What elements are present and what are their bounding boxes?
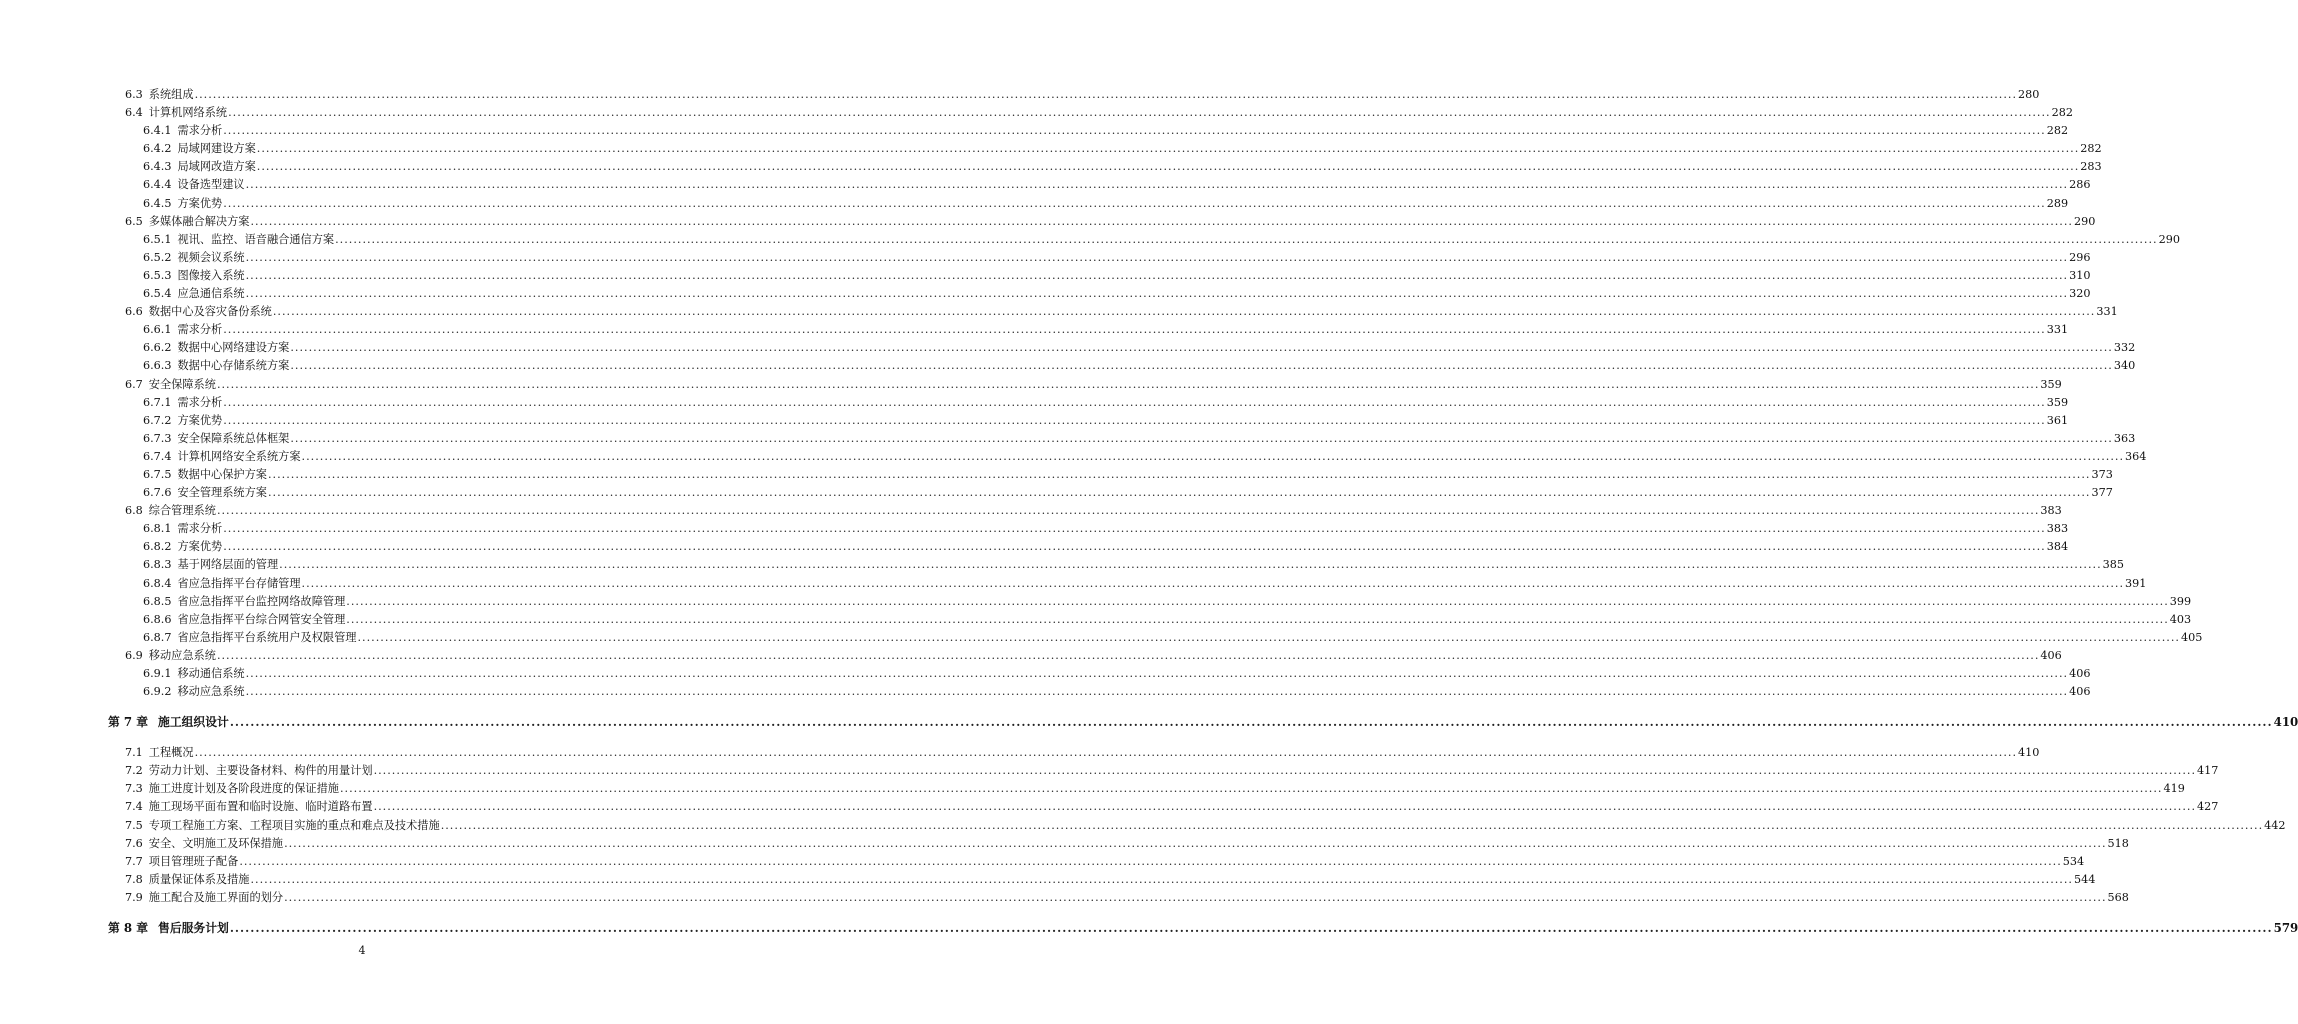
toc-leader-dots: ................................................................................................................................................................................................................................................................................................................................................................................................................ — [301, 576, 2125, 590]
toc-leader-dots: ................................................................................................................................................................................................................................................................................................................................................................................................................ — [245, 287, 2069, 301]
toc-entry-title: 数据中心网络建设方案 — [177, 341, 290, 355]
toc-entry[interactable] — [0, 321, 2069, 339]
toc-entry-number: 6.5.3 — [143, 268, 172, 282]
toc-entry-number: 6.5.1 — [143, 232, 172, 246]
toc-entry-title: 需求分析 — [177, 323, 223, 337]
toc-entry-number: 6.3 — [125, 88, 143, 101]
toc-entry-title: 省应急指挥平台综合网管安全管理 — [177, 612, 346, 626]
toc-entry-title: 视频会议系统 — [177, 250, 245, 264]
toc-entry-number: 6.8.6 — [143, 612, 172, 626]
toc-leader-dots: ................................................................................................................................................................................................................................................................................................................................................................................................................ — [256, 142, 2080, 156]
toc-entry-page: 320 — [2069, 287, 2091, 301]
toc-entry-page: 383 — [2040, 504, 2062, 518]
toc-entry-title: 方案优势 — [177, 540, 223, 554]
toc-entry-title: 安全保障系统 — [148, 377, 216, 391]
toc-entry-page: 280 — [2018, 88, 2040, 101]
toc-entry[interactable] — [0, 502, 2062, 520]
toc-entry-page: 289 — [2046, 196, 2069, 210]
toc-entry-number: 6.4.4 — [143, 178, 172, 192]
toc-entry-number: 6.7.3 — [143, 431, 172, 445]
toc-entry-page: 377 — [2091, 486, 2113, 500]
toc-leader-dots: ................................................................................................................................................................................................................................................................................................................................................................................................................ — [267, 486, 2091, 500]
toc-entry-title: 局域网改造方案 — [177, 160, 256, 174]
toc-entry[interactable] — [0, 780, 2185, 798]
toc-entry-title: 移动应急系统 — [177, 685, 245, 699]
toc-entry-number: 6.9.1 — [143, 667, 172, 680]
toc-entry[interactable] — [0, 798, 2219, 816]
toc-leader-dots: ................................................................................................................................................................................................................................................................................................................................................................................................................ — [229, 715, 2273, 730]
toc-entry-title: 专项工程施工方案、工程项目实施的重点和难点及技术措施 — [148, 818, 440, 832]
toc-entry-number: 6.4 — [125, 106, 143, 120]
toc-entry-title: 省应急指挥平台存储管理 — [177, 576, 301, 590]
toc-entry-title: 视讯、监控、语音融合通信方案 — [177, 232, 335, 246]
toc-entry-title: 移动应急系统 — [148, 648, 216, 662]
toc-entry-number: 6.8.2 — [143, 540, 172, 554]
toc-entry-page: 282 — [2080, 142, 2102, 156]
toc-leader-dots: ................................................................................................................................................................................................................................................................................................................................................................................................................ — [223, 196, 2046, 210]
toc-entry[interactable] — [0, 575, 2147, 593]
toc-entry-number: 6.6.3 — [143, 359, 172, 373]
toc-entry[interactable] — [0, 357, 2136, 375]
toc-leader-dots: ................................................................................................................................................................................................................................................................................................................................................................................................................ — [272, 305, 2096, 319]
toc-entry-title: 数据中心及容灾备份系统 — [148, 305, 272, 319]
toc-entry[interactable] — [0, 394, 2069, 412]
toc-leader-dots: ................................................................................................................................................................................................................................................................................................................................................................................................................ — [245, 685, 2069, 699]
toc-entry-number: 7.9 — [125, 890, 143, 904]
toc-entry-title: 计算机网络系统 — [148, 106, 228, 120]
toc-entry[interactable] — [0, 683, 2091, 701]
toc-leader-dots: ................................................................................................................................................................................................................................................................................................................................................................................................................ — [346, 594, 2169, 608]
toc-entry-page: 359 — [2040, 377, 2062, 391]
toc-leader-dots: ................................................................................................................................................................................................................................................................................................................................................................................................................ — [194, 746, 2018, 760]
toc-entry[interactable] — [0, 484, 2113, 502]
toc-entry-title: 系统组成 — [148, 88, 194, 101]
toc-entry-page: 406 — [2069, 685, 2091, 699]
toc-entry-page: 340 — [2113, 359, 2136, 373]
toc-leader-dots: ................................................................................................................................................................................................................................................................................................................................................................................................................ — [340, 782, 2163, 796]
toc-entry-title: 需求分析 — [177, 522, 223, 536]
toc-leader-dots: ................................................................................................................................................................................................................................................................................................................................................................................................................ — [223, 395, 2046, 409]
toc-leader-dots: ................................................................................................................................................................................................................................................................................................................................................................................................................ — [373, 800, 2197, 814]
toc-entry-number: 第 7 章 — [108, 715, 149, 730]
toc-leader-dots: ................................................................................................................................................................................................................................................................................................................................................................................................................ — [223, 540, 2046, 554]
table-of-contents — [0, 86, 2298, 939]
toc-entry[interactable] — [0, 86, 2040, 104]
toc-entry-page: 568 — [2107, 890, 2129, 904]
toc-entry-page: 405 — [2180, 630, 2203, 644]
toc-entry-number: 7.7 — [125, 854, 143, 868]
toc-entry-title: 项目管理班子配备 — [148, 854, 239, 868]
toc-leader-dots: ................................................................................................................................................................................................................................................................................................................................................................................................................ — [250, 872, 2073, 886]
toc-entry-title: 施工组织设计 — [158, 715, 229, 730]
toc-entry-number: 6.9 — [125, 648, 143, 662]
toc-entry-page: 296 — [2069, 250, 2091, 264]
toc-leader-dots: ................................................................................................................................................................................................................................................................................................................................................................................................................ — [346, 612, 2169, 626]
toc-entry-number: 6.8.3 — [143, 558, 172, 572]
toc-leader-dots: ................................................................................................................................................................................................................................................................................................................................................................................................................ — [284, 890, 2107, 904]
toc-leader-dots: ................................................................................................................................................................................................................................................................................................................................................................................................................ — [228, 106, 2051, 120]
toc-entry-page: 399 — [2169, 594, 2192, 608]
toc-entry-title: 安全管理系统方案 — [177, 486, 267, 500]
toc-entry-title: 基于网络层面的管理 — [177, 558, 279, 572]
toc-leader-dots: ................................................................................................................................................................................................................................................................................................................................................................................................................ — [216, 377, 2040, 391]
toc-entry-title: 省应急指挥平台系统用户及权限管理 — [177, 630, 357, 644]
toc-entry-page: 419 — [2163, 782, 2185, 796]
toc-entry-title: 工程概况 — [148, 746, 194, 760]
toc-entry[interactable] — [0, 611, 2192, 629]
toc-leader-dots: ................................................................................................................................................................................................................................................................................................................................................................................................................ — [373, 764, 2197, 778]
toc-leader-dots: ................................................................................................................................................................................................................................................................................................................................................................................................................ — [245, 667, 2069, 680]
toc-entry-title: 劳动力计划、主要设备材料、构件的用量计划 — [148, 764, 373, 778]
toc-leader-dots: ................................................................................................................................................................................................................................................................................................................................................................................................................ — [239, 854, 2062, 868]
toc-entry-page: 282 — [2051, 106, 2073, 120]
toc-entry-title: 方案优势 — [177, 413, 223, 427]
toc-leader-dots: ................................................................................................................................................................................................................................................................................................................................................................................................................ — [223, 124, 2046, 138]
toc-entry-page: 282 — [2046, 124, 2069, 138]
toc-entry[interactable] — [0, 213, 2096, 231]
toc-entry-number: 6.8.1 — [143, 522, 172, 536]
toc-entry-title: 数据中心存储系统方案 — [177, 359, 290, 373]
toc-entry-title: 方案优势 — [177, 196, 223, 210]
toc-leader-dots: ................................................................................................................................................................................................................................................................................................................................................................................................................ — [290, 341, 2113, 355]
toc-entry[interactable] — [0, 593, 2192, 611]
toc-leader-dots: ................................................................................................................................................................................................................................................................................................................................................................................................................ — [357, 630, 2180, 644]
toc-entry[interactable] — [0, 835, 2129, 853]
toc-entry[interactable] — [0, 647, 2062, 665]
toc-entry[interactable] — [0, 303, 2118, 321]
toc-entry[interactable] — [0, 538, 2069, 556]
toc-entry[interactable] — [0, 376, 2062, 394]
toc-entry-page: 290 — [2158, 232, 2180, 246]
toc-entry-title: 综合管理系统 — [148, 504, 216, 518]
toc-entry-page: 286 — [2069, 178, 2091, 192]
toc-entry-page: 361 — [2046, 413, 2069, 427]
toc-entry-page: 544 — [2073, 872, 2096, 886]
toc-entry-page: 383 — [2046, 522, 2069, 536]
toc-leader-dots: ................................................................................................................................................................................................................................................................................................................................................................................................................ — [250, 214, 2073, 228]
toc-entry-number: 6.8.5 — [143, 594, 172, 608]
toc-entry-number: 6.6.2 — [143, 341, 172, 355]
toc-entry-page: 331 — [2046, 323, 2069, 337]
toc-leader-dots: ................................................................................................................................................................................................................................................................................................................................................................................................................ — [290, 359, 2113, 373]
toc-entry[interactable] — [0, 448, 2147, 466]
toc-entry[interactable] — [0, 556, 2125, 574]
toc-entry-page: 373 — [2091, 467, 2113, 481]
toc-entry-number: 7.4 — [125, 800, 143, 814]
toc-entry[interactable] — [0, 249, 2091, 267]
toc-entry-number: 6.4.1 — [143, 124, 172, 138]
toc-entry-title: 售后服务计划 — [158, 921, 229, 936]
toc-entry-number: 7.5 — [125, 818, 143, 832]
toc-entry[interactable] — [0, 520, 2069, 538]
toc-entry-number: 6.7.2 — [143, 413, 172, 427]
toc-entry-page: 384 — [2046, 540, 2069, 554]
toc-entry[interactable] — [0, 430, 2136, 448]
toc-entry-page: 363 — [2113, 431, 2136, 445]
toc-entry-title: 需求分析 — [177, 395, 223, 409]
toc-entry[interactable] — [0, 853, 2085, 871]
toc-entry-page: 385 — [2102, 558, 2125, 572]
toc-entry-page: 417 — [2197, 764, 2219, 778]
toc-entry-page: 290 — [2073, 214, 2096, 228]
page-number: 4 — [358, 944, 366, 957]
toc-entry-page: 391 — [2125, 576, 2147, 590]
toc-entry-title: 省应急指挥平台监控网络故障管理 — [177, 594, 346, 608]
toc-entry-page: 403 — [2169, 612, 2192, 626]
toc-entry[interactable] — [0, 466, 2113, 484]
toc-entry-number: 7.6 — [125, 836, 143, 850]
toc-entry[interactable] — [0, 122, 2069, 140]
toc-entry-page: 579 — [2273, 921, 2298, 936]
toc-entry[interactable] — [0, 665, 2091, 683]
toc-entry-page: 410 — [2018, 746, 2040, 760]
toc-leader-dots: ................................................................................................................................................................................................................................................................................................................................................................................................................ — [223, 413, 2046, 427]
toc-leader-dots: ................................................................................................................................................................................................................................................................................................................................................................................................................ — [256, 160, 2080, 174]
toc-entry[interactable] — [0, 762, 2219, 780]
toc-leader-dots: ................................................................................................................................................................................................................................................................................................................................................................................................................ — [223, 522, 2046, 536]
toc-entry-title: 施工现场平面布置和临时设施、临时道路布置 — [148, 800, 373, 814]
toc-entry-number: 6.7.4 — [143, 449, 172, 463]
toc-leader-dots: ................................................................................................................................................................................................................................................................................................................................................................................................................ — [290, 431, 2113, 445]
toc-entry-page: 331 — [2096, 305, 2118, 319]
toc-entry-number: 6.8 — [125, 504, 143, 518]
toc-leader-dots: ................................................................................................................................................................................................................................................................................................................................................................................................................ — [194, 88, 2018, 101]
toc-entry-number: 6.7.6 — [143, 486, 172, 500]
toc-entry-title: 图像接入系统 — [177, 268, 245, 282]
toc-entry-number: 6.6.1 — [143, 323, 172, 337]
toc-entry-title: 质量保证体系及措施 — [148, 872, 250, 886]
toc-entry-title: 安全、文明施工及环保措施 — [148, 836, 284, 850]
toc-leader-dots: ................................................................................................................................................................................................................................................................................................................................................................................................................ — [279, 558, 2102, 572]
toc-entry-number: 6.7.5 — [143, 467, 172, 481]
toc-entry-number: 7.3 — [125, 782, 143, 796]
toc-leader-dots: ................................................................................................................................................................................................................................................................................................................................................................................................................ — [223, 323, 2046, 337]
toc-entry[interactable] — [0, 817, 2286, 835]
toc-entry-number: 6.8.7 — [143, 630, 172, 644]
toc-entry-number: 7.1 — [125, 746, 143, 760]
toc-entry[interactable] — [0, 140, 2102, 158]
toc-entry[interactable] — [0, 712, 2298, 733]
toc-entry-title: 设备选型建议 — [177, 178, 245, 192]
toc-entry[interactable] — [0, 918, 2298, 939]
toc-entry[interactable] — [0, 267, 2091, 285]
toc-leader-dots: ................................................................................................................................................................................................................................................................................................................................................................................................................ — [301, 449, 2125, 463]
toc-entry-number: 6.8.4 — [143, 576, 172, 590]
toc-entry-page: 332 — [2113, 341, 2136, 355]
toc-entry[interactable] — [0, 629, 2203, 647]
toc-entry[interactable] — [0, 339, 2136, 357]
toc-leader-dots: ................................................................................................................................................................................................................................................................................................................................................................................................................ — [267, 467, 2091, 481]
toc-entry-title: 施工配合及施工界面的划分 — [148, 890, 284, 904]
toc-entry-title: 施工进度计划及各阶段进度的保证措施 — [148, 782, 339, 796]
toc-entry-page: 406 — [2069, 667, 2091, 680]
toc-leader-dots: ................................................................................................................................................................................................................................................................................................................................................................................................................ — [335, 232, 2158, 246]
toc-entry-number: 7.2 — [125, 764, 143, 778]
toc-entry-number: 6.5 — [125, 214, 143, 228]
toc-entry[interactable] — [0, 231, 2180, 249]
toc-leader-dots: ................................................................................................................................................................................................................................................................................................................................................................................................................ — [216, 504, 2040, 518]
toc-entry-page: 364 — [2125, 449, 2147, 463]
toc-entry-number: 6.6 — [125, 305, 143, 319]
toc-leader-dots: ................................................................................................................................................................................................................................................................................................................................................................................................................ — [216, 648, 2040, 662]
toc-entry-number: 6.5.2 — [143, 250, 172, 264]
toc-entry-page: 534 — [2062, 854, 2085, 868]
toc-entry-number: 6.4.3 — [143, 160, 172, 174]
toc-entry[interactable] — [0, 412, 2069, 430]
toc-entry-title: 移动通信系统 — [177, 667, 245, 680]
toc-leader-dots: ................................................................................................................................................................................................................................................................................................................................................................................................................ — [440, 818, 2264, 832]
toc-leader-dots: ................................................................................................................................................................................................................................................................................................................................................................................................................ — [284, 836, 2107, 850]
toc-entry-title: 应急通信系统 — [177, 287, 245, 301]
toc-entry-number: 6.4.2 — [143, 142, 172, 156]
toc-entry[interactable] — [0, 285, 2091, 303]
toc-entry-page: 310 — [2069, 268, 2091, 282]
toc-entry-title: 数据中心保护方案 — [177, 467, 267, 481]
toc-leader-dots: ................................................................................................................................................................................................................................................................................................................................................................................................................ — [245, 178, 2069, 192]
toc-entry[interactable] — [0, 195, 2069, 213]
toc-entry-page: 406 — [2040, 648, 2062, 662]
toc-entry-number: 6.9.2 — [143, 685, 172, 699]
toc-entry[interactable] — [0, 158, 2102, 176]
toc-entry-title: 安全保障系统总体框架 — [177, 431, 290, 445]
toc-entry[interactable] — [0, 104, 2073, 122]
toc-entry[interactable] — [0, 176, 2091, 194]
toc-entry-title: 多媒体融合解决方案 — [148, 214, 250, 228]
toc-entry[interactable] — [0, 889, 2129, 907]
toc-entry-page: 410 — [2273, 715, 2298, 730]
toc-entry-number: 第 8 章 — [108, 921, 149, 936]
toc-leader-dots: ................................................................................................................................................................................................................................................................................................................................................................................................................ — [245, 268, 2069, 282]
toc-entry-title: 计算机网络安全系统方案 — [177, 449, 301, 463]
toc-entry-page: 518 — [2107, 836, 2129, 850]
toc-entry[interactable] — [0, 744, 2040, 762]
toc-leader-dots: ................................................................................................................................................................................................................................................................................................................................................................................................................ — [245, 250, 2069, 264]
toc-entry-number: 6.5.4 — [143, 287, 172, 301]
toc-leader-dots: ................................................................................................................................................................................................................................................................................................................................................................................................................ — [229, 921, 2273, 936]
toc-entry-number: 6.7.1 — [143, 395, 172, 409]
toc-entry-number: 7.8 — [125, 872, 143, 886]
toc-entry-page: 427 — [2197, 800, 2219, 814]
toc-entry-page: 359 — [2046, 395, 2069, 409]
toc-entry-page: 442 — [2264, 818, 2286, 832]
toc-entry-title: 局域网建设方案 — [177, 142, 256, 156]
toc-entry[interactable] — [0, 871, 2096, 889]
toc-entry-page: 283 — [2080, 160, 2102, 174]
toc-entry-number: 6.4.5 — [143, 196, 172, 210]
toc-entry-number: 6.7 — [125, 377, 143, 391]
toc-entry-title: 需求分析 — [177, 124, 223, 138]
